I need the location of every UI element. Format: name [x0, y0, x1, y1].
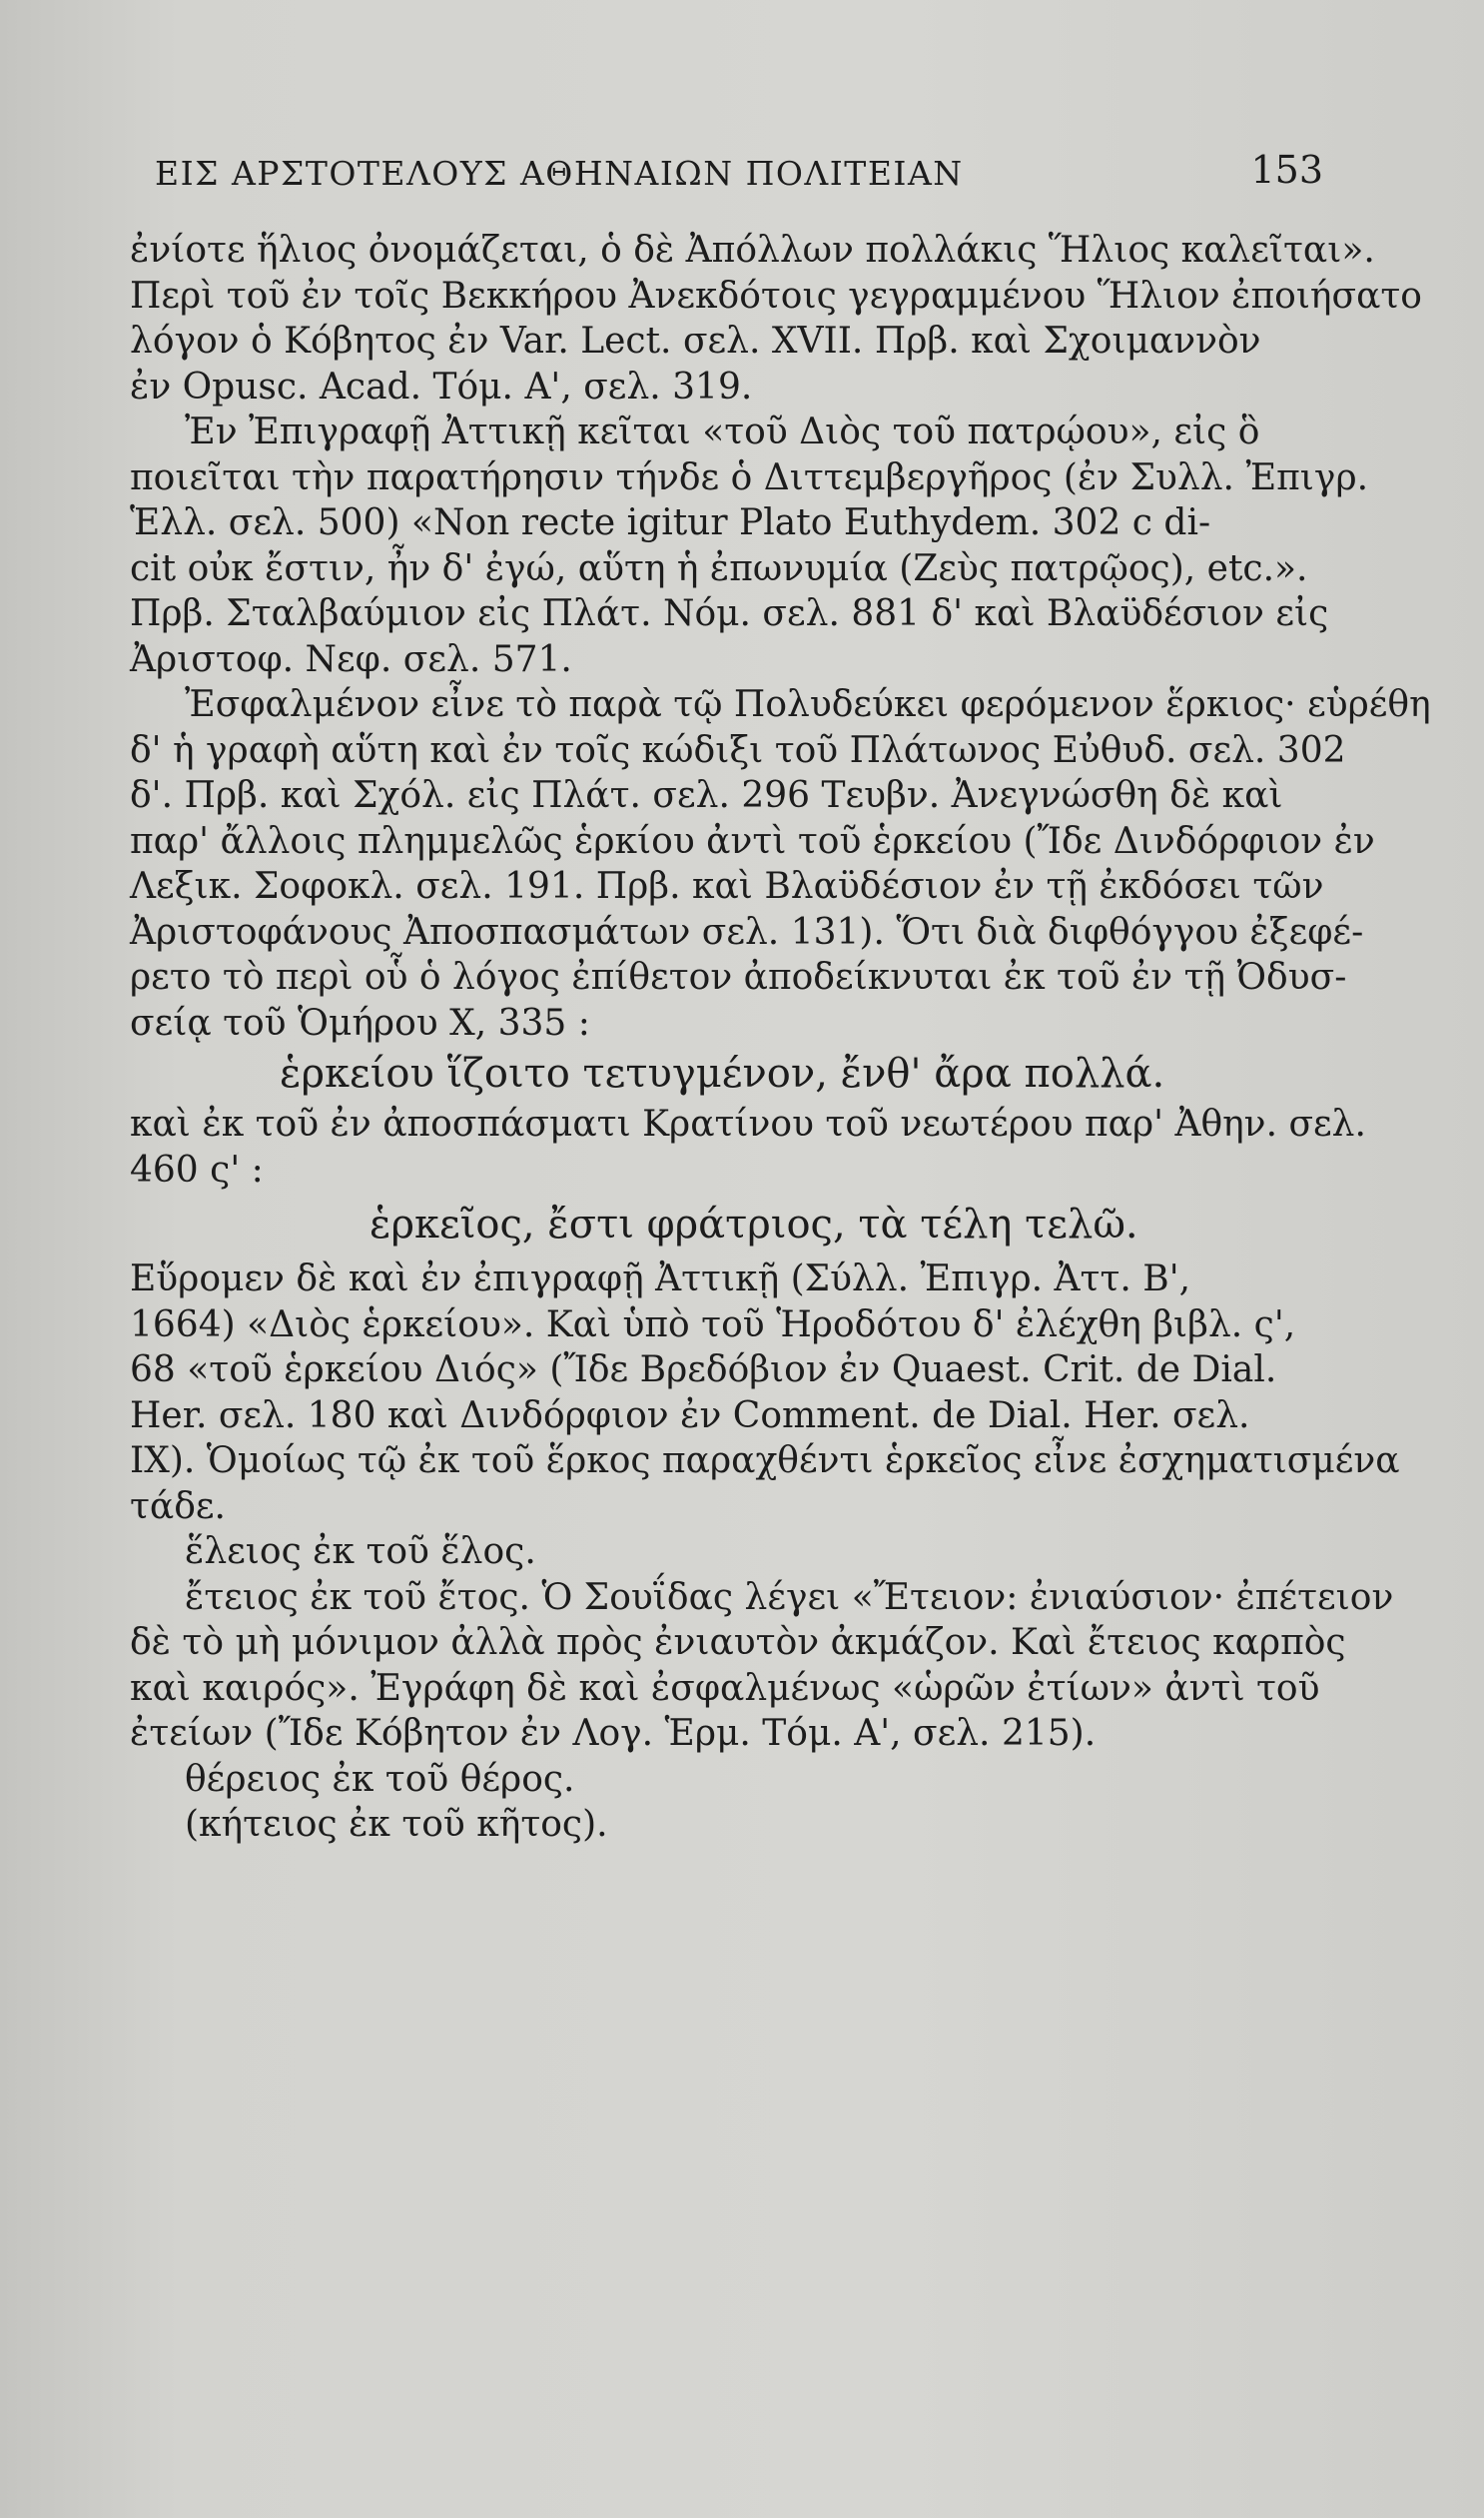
running-title: ΕΙΣ ΑΡΣΤΟΤΕΛΟΥΣ ΑΘΗΝΑΙΩΝ ΠΟΛΙΤΕΙΑΝ: [155, 154, 964, 193]
verse-quote: ἑρκεῖος, ἔστι φράτριος, τὰ τέλη τελῶ.: [370, 1202, 1138, 1248]
text-line: λόγον ὁ Κόβητος ἐν Var. Lect. σελ. XVII. Πρβ. καὶ Σχοιμαννὸν: [130, 321, 1261, 362]
text-line: τάδε.: [130, 1485, 226, 1527]
text-line: IX). Ὁμοίως τῷ ἐκ τοῦ ἕρκος παραχθέντι ἑρκεῖος εἶνε ἐσχηματισμένα: [130, 1440, 1400, 1481]
text-line: Ἀριστοφ. Νεφ. σελ. 571.: [130, 638, 572, 680]
text-line: δ' ἡ γραφὴ αὕτη καὶ ἐν τοῖς κώδιξι τοῦ Πλάτωνος Εὐθυδ. σελ. 302: [130, 729, 1346, 771]
text-line: Ἐν Ἐπιγραφῇ Ἀττικῇ κεῖται «τοῦ Διὸς τοῦ πατρῴου», εἰς ὃ: [185, 412, 1260, 452]
text-line: ἐνίοτε ἥλιος ὀνομάζεται, ὁ δὲ Ἀπόλλων πολλάκις Ἥλιος καλεῖται».: [130, 230, 1375, 271]
text-line: θέρειος ἐκ τοῦ θέρος.: [185, 1758, 575, 1800]
text-line: ρετο τὸ περὶ οὗ ὁ λόγος ἐπίθετον ἀποδείκνυται ἐκ τοῦ ἐν τῇ Ὀδυσ-: [130, 957, 1347, 998]
text-line: Ἀριστοφάνους Ἀποσπασμάτων σελ. 131). Ὅτι διὰ διφθόγγου ἐξεφέ-: [130, 911, 1364, 953]
text-line: Ἐσφαλμένον εἶνε τὸ παρὰ τῷ Πολυδεύκει φερόμενον ἕρκιος· εὑρέθη: [185, 684, 1431, 725]
text-body: [130, 228, 1431, 1848]
text-line: 460 ς' :: [130, 1149, 264, 1191]
text-line: παρ' ἄλλοις πλημμελῶς ἑρκίου ἀντὶ τοῦ ἑρκείου (Ἴδε Δινδόρφιον ἐν: [130, 820, 1375, 862]
text-line: ἔτειος ἐκ τοῦ ἔτος. Ὁ Σουΐδας λέγει «Ἔτειον: ἐνιαύσιον· ἐπέτειον: [185, 1576, 1394, 1618]
text-line: (κήτειος ἐκ τοῦ κῆτος).: [185, 1804, 608, 1845]
text-line: Περὶ τοῦ ἐν τοῖς Βεκκήρου Ἀνεκδότοις γεγραμμένου Ἥλιον ἐποιήσατο: [130, 275, 1422, 317]
text-line: Πρβ. Σταλβαύμιον εἰς Πλάτ. Νόμ. σελ. 881 δ' καὶ Βλαϋδέσιον εἰς: [130, 593, 1329, 634]
text-line: ἐν Opusc. Acad. Τόμ. Α', σελ. 319.: [130, 366, 753, 408]
text-line: σείᾳ τοῦ Ὁμήρου Χ, 335 :: [130, 1002, 590, 1044]
text-line: δ'. Πρβ. καὶ Σχόλ. εἰς Πλάτ. σελ. 296 Τευβν. Ἀνεγνώσθη δὲ καὶ: [130, 775, 1283, 816]
text-line: καὶ καιρός». Ἐγράφη δὲ καὶ ἐσφαλμένως «ὡρῶν ἐτίων» ἀντὶ τοῦ: [130, 1667, 1320, 1709]
text-line: ἕλειος ἐκ τοῦ ἕλος.: [185, 1531, 536, 1572]
verse-quote: ἑρκείου ἵζοιτο τετυγμένον, ἔνθ' ἄρα πολλά.: [280, 1051, 1165, 1097]
text-line: 1664) «Διὸς ἑρκείου». Καὶ ὑπὸ τοῦ Ἡροδότου δ' ἐλέχθη βιβλ. ς',: [130, 1303, 1296, 1345]
text-line: ποιεῖται τὴν παρατήρησιν τήνδε ὁ Διττεμβεργῆρος (ἐν Συλλ. Ἐπιγρ.: [130, 456, 1369, 498]
text-line: cit οὐκ ἔστιν, ἦν δ' ἐγώ, αὕτη ἡ ἐπωνυμία (Ζεὺς πατρῷος), etc.».: [130, 547, 1308, 589]
text-line: καὶ ἐκ τοῦ ἐν ἀποσπάσματι Κρατίνου τοῦ νεωτέρου παρ' Ἀθην. σελ.: [130, 1104, 1366, 1145]
text-line: Εὕρομεν δὲ καὶ ἐν ἐπιγραφῇ Ἀττικῇ (Σύλλ. Ἐπιγρ. Ἀττ. Β',: [130, 1259, 1191, 1299]
text-line: ἐτείων (Ἴδε Κόβητον ἐν Λογ. Ἑρμ. Τόμ. Α', σελ. 215).: [130, 1713, 1097, 1754]
running-header: [155, 148, 1333, 198]
text-line: 68 «τοῦ ἑρκείου Διός» (Ἴδε Βρεδόβιον ἐν Quaest. Crit. de Dial.: [130, 1349, 1277, 1390]
text-line: Her. σελ. 180 καὶ Δινδόρφιον ἐν Comment. de Dial. Her. σελ.: [130, 1394, 1250, 1436]
text-line: Ἑλλ. σελ. 500) «Non recte igitur Plato Euthydem. 302 c di-: [130, 502, 1211, 543]
text-line: δὲ τὸ μὴ μόνιμον ἀλλὰ πρὸς ἐνιαυτὸν ἀκμάζον. Καὶ ἔτειος καρπὸς: [130, 1622, 1346, 1663]
page-number: 153: [1250, 148, 1323, 192]
text-line: Λεξικ. Σοφοκλ. σελ. 191. Πρβ. καὶ Βλαϋδέσιον ἐν τῇ ἐκδόσει τῶν: [130, 866, 1324, 907]
